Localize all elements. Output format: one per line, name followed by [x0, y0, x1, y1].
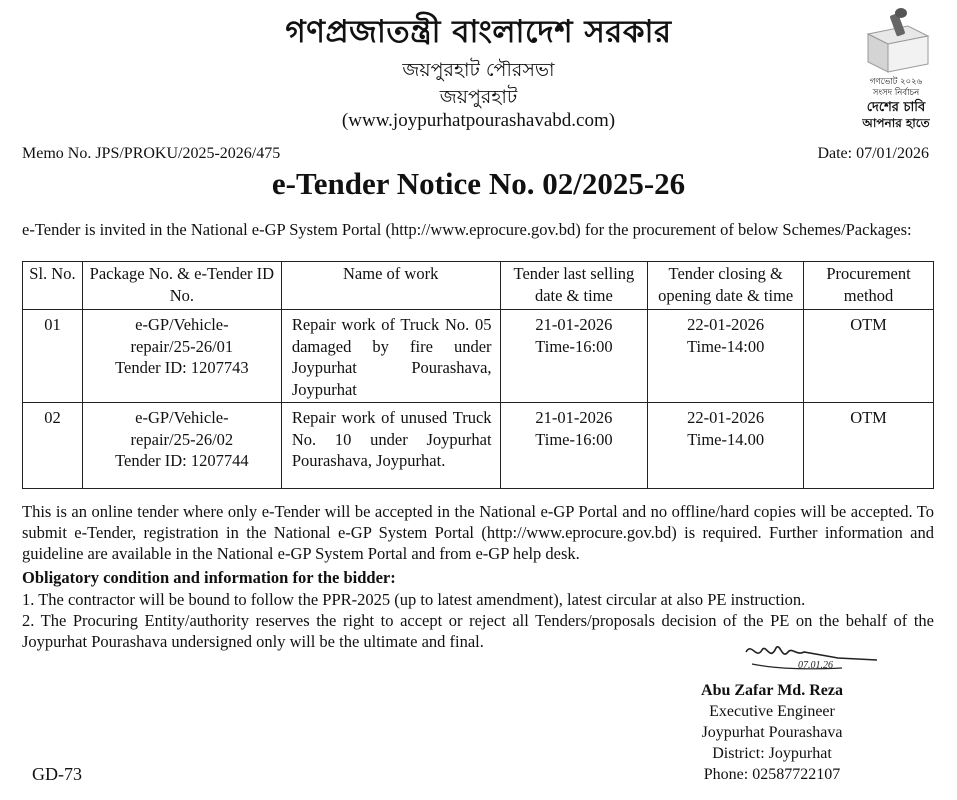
header-method: Procurement method	[804, 262, 934, 310]
signatory-name: Abu Zafar Md. Reza	[701, 682, 843, 699]
header-selling: Tender last selling date & time	[500, 262, 648, 310]
ballot-box-icon	[846, 6, 946, 76]
obligation-item: 2. The Procuring Entity/authority reserves the right to accept or reject all Tenders/proposals decision of the PE on the behalf of the Joypurhat Pourashava undersigned only will be the ultimate and final.	[22, 611, 934, 651]
gd-code: GD-73	[32, 764, 82, 784]
package-number: e-GP/Vehicle-repair/25-26/01	[130, 315, 234, 356]
tender-id: Tender ID: 1207743	[115, 358, 249, 377]
tender-table	[22, 261, 934, 489]
tender-id: Tender ID: 1207744	[115, 451, 249, 470]
cell-method: OTM	[804, 310, 934, 403]
selling-time: Time-16:00	[535, 429, 613, 449]
signatory-designation: Executive Engineer	[709, 703, 835, 720]
handwritten-signature	[742, 638, 892, 676]
city-name: জয়পুরহাট	[439, 86, 518, 108]
package-number: e-GP/Vehicle-repair/25-26/02	[130, 408, 234, 449]
cell-closing	[648, 310, 804, 403]
cell-package	[82, 403, 281, 489]
header-package: Package No. & e-Tender ID No.	[82, 262, 281, 310]
closing-date: 22-01-2026	[687, 315, 765, 334]
cell-selling	[500, 310, 648, 403]
header-closing: Tender closing & opening date & time	[648, 262, 804, 310]
notice-title: e-Tender Notice No. 02/2025-26	[271, 166, 686, 201]
signature-date: 07.01.26	[798, 660, 833, 671]
election-logo	[846, 6, 946, 141]
closing-time: Time-14:00	[687, 336, 765, 356]
government-heading: গণপ্রজাতন্ত্রী বাংলাদেশ সরকার	[285, 14, 672, 50]
logo-line-1: গণভোট ২০২৬	[869, 77, 923, 87]
memo-number: Memo No. JPS/PROKU/2025-2026/475	[22, 145, 281, 162]
logo-line-2: সংসদ নির্বাচন	[872, 88, 920, 98]
signatory-phone: Phone: 02587722107	[703, 766, 841, 783]
closing-time: Time-14.00	[687, 429, 765, 449]
website-link[interactable]: (www.joypurhatpourashavabd.com)	[341, 110, 616, 131]
closing-date: 22-01-2026	[687, 408, 765, 427]
intro-paragraph: e-Tender is invited in the National e-GP System Portal (http://www.eprocure.gov.bd) for the procurement of below Schemes/Packages:	[22, 220, 912, 239]
cell-sl: 02	[23, 403, 83, 489]
selling-date: 21-01-2026	[535, 315, 613, 334]
header-work: Name of work	[281, 262, 500, 310]
cell-work: Repair work of unused Truck No. 10 under Joypurhat Pourashava, Joypurhat.	[281, 403, 500, 489]
cell-closing	[648, 403, 804, 489]
selling-time: Time-16:00	[535, 336, 613, 356]
header-sl: Sl. No.	[23, 262, 83, 310]
cell-sl: 01	[23, 310, 83, 403]
online-tender-paragraph: This is an online tender where only e-Tender will be accepted in the National e-GP Portal and no offline/hard copies will be accepted. To submit e-Tender, registration in the National e-GP System Portal (http://www.eprocure.gov.bd) is required. Further information and guideline are available in the National e-GP System Portal and from e-GP help desk.	[22, 502, 934, 563]
cell-selling	[500, 403, 648, 489]
logo-line-3: দেশের চাবি	[866, 100, 926, 115]
selling-date: 21-01-2026	[535, 408, 613, 427]
cell-method: OTM	[804, 403, 934, 489]
table-row	[23, 403, 934, 489]
signatory-district: District: Joypurhat	[712, 745, 832, 762]
signatory-office: Joypurhat Pourashava	[701, 724, 843, 741]
cell-package	[82, 310, 281, 403]
table-row	[23, 310, 934, 403]
table-header-row	[23, 262, 934, 310]
cell-work: Repair work of Truck No. 05 damaged by fire under Joypurhat Pourashava, Joypurhat	[281, 310, 500, 403]
logo-line-4: আপনার হাতে	[862, 116, 930, 130]
notice-date: Date: 07/01/2026	[817, 145, 929, 162]
obligation-item: 1. The contractor will be bound to follow the PPR-2025 (up to latest amendment), latest circular at also PE instruction.	[22, 590, 806, 609]
obligations-heading: Obligatory condition and information for the bidder:	[22, 568, 396, 587]
office-name: জয়পুরহাট পৌরসভা	[402, 59, 555, 81]
